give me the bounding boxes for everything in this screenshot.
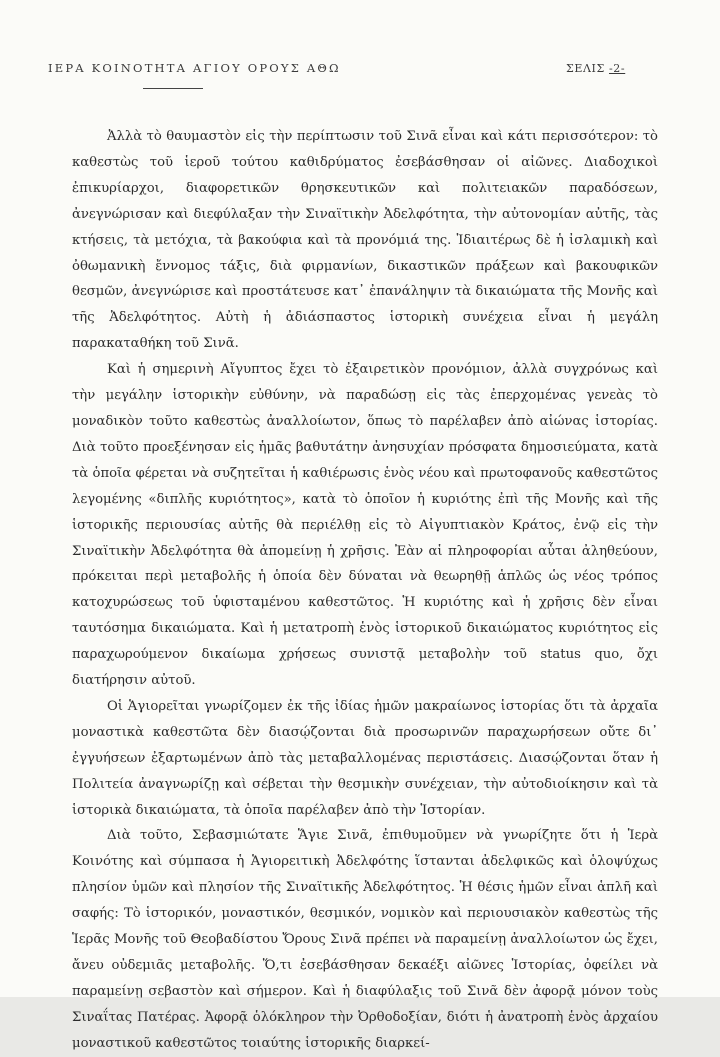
paragraph: Διὰ τοῦτο, Σεβασμιώτατε Ἅγιε Σινᾶ, ἐπιθυμοῦμεν νὰ γνωρίζητε ὅτι ἡ Ἱερὰ Κοινότης καὶ σύμπασα ἡ Ἁγιορειτικὴ Ἀδελφότης ἵστανται ἀδελφικῶς καὶ ὁλοψύχως πλησίον ὑμῶν καὶ πλησίον τῆς Σιναϊτικῆς Ἀδελφότητος. Ἡ θέσις ἡμῶν εἶναι ἁπλῆ καὶ σαφής: Τὸ ἱστορικόν, μοναστικόν, θεσμικόν, νομικὸν καὶ περιουσιακὸν καθεστὼς τῆς Ἱερᾶς Μονῆς τοῦ Θεοβαδίστου Ὄρους Σινᾶ πρέπει νὰ παραμείνῃ ἀναλλοίωτον ὡς ἔχει, ἄνευ οὐδεμιᾶς μεταβολῆς. Ὅ,τι ἐσεβάσθησαν δεκαέξι αἰῶνες Ἱστορίας, ὀφείλει νὰ παραμείνῃ σεβαστὸν καὶ σήμερον. Καὶ ἡ διαφύλαξις τοῦ Σινᾶ δὲν ἀφορᾷ μόνον τοὺς Σιναΐτας Πατέρας. Ἀφορᾷ ὁλόκληρον τὴν Ὀρθοδοξίαν, διότι ἡ ἀνατροπὴ ἑνὸς ἀρχαίου μοναστικοῦ καθεστῶτος τοιαύτης ἱστορικῆς διαρκεί- — [72, 828, 658, 1051]
page-label: ΣΕΛΙΣ — [566, 62, 605, 75]
letter-body — [72, 124, 658, 1057]
paragraph: Καὶ ἡ σημερινὴ Αἴγυπτος ἔχει τὸ ἐξαιρετικὸν προνόμιον, ἀλλὰ συγχρόνως καὶ τὴν μεγάλην ἱστορικὴν εὐθύνην, νὰ παραδώσῃ εἰς τὰς ἐπερχομένας γενεὰς τὸ μοναδικὸν τοῦτο καθεστὼς ἀναλλοίωτον, ὅπως τὸ παρέλαβεν ἀπὸ αἰώνας ἱστορίας. Διὰ τοῦτο προεξένησαν εἰς ἡμᾶς βαθυτάτην ἀνησυχίαν πρόσφατα δημοσιεύματα, κατὰ τὰ ὁποῖα φέρεται νὰ συζητεῖται ἡ καθιέρωσις ἑνὸς νέου καὶ πρωτοφανοῦς καθεστῶτος λεγομένης «διπλῆς κυριότητος», κατὰ τὸ ὁποῖον ἡ κυριότης ἐπὶ τῆς Μονῆς καὶ τῆς ἱστορικῆς περιουσίας αὐτῆς θὰ περιέλθῃ εἰς τὸ Αἰγυπτιακὸν Κράτος, ἐνῷ εἰς τὴν Σιναϊτικὴν Ἀδελφότητα θὰ ἀπομείνῃ ἡ χρῆσις. Ἐὰν αἱ πληροφορίαι αὗται ἀληθεύουν, πρόκειται περὶ μεταβολῆς ἡ ὁποία δὲν δύναται νὰ θεωρηθῇ ἁπλῶς ὡς νέος τρόπος κατοχυρώσεως τοῦ ὑφισταμένου καθεστῶτος. Ἡ κυριότης καὶ ἡ χρῆσις δὲν εἶναι ταυτόσημα δικαιώματα. Καὶ ἡ μετατροπὴ ἑνὸς ἱστορικοῦ δικαιώματος κυριότητος εἰς παραχωρούμενον δικαίωμα χρήσεως συνιστᾷ μεταβολὴν τοῦ status quo, ὄχι διατήρησιν αὐτοῦ. — [72, 362, 658, 689]
paragraph: Οἱ Ἁγιορεῖται γνωρίζομεν ἐκ τῆς ἰδίας ἡμῶν μακραίωνος ἱστορίας ὅτι τὰ ἀρχαῖα μοναστικὰ καθεστῶτα δὲν διασῴζονται διὰ προσωρινῶν παραχωρήσεων οὔτε δι᾽ ἐγγυήσεων ἐξαρτωμένων ἀπὸ τὰς μεταβαλλομένας περιστάσεις. Διασῴζονται ὅταν ἡ Πολιτεία ἀναγνωρίζῃ καὶ σέβεται τὴν θεσμικὴν συνέχειαν, τὴν αὐτοδιοίκησιν καὶ τὰ ἱστορικὰ δικαιώματα, τὰ ὁποῖα παρέλαβεν ἀπὸ τὴν Ἱστορίαν. — [72, 698, 658, 818]
page-number: -2- — [608, 62, 626, 75]
paragraph: Ἀλλὰ τὸ θαυμαστὸν εἰς τὴν περίπτωσιν τοῦ Σινᾶ εἶναι καὶ κάτι περισσότερον: τὸ καθεστὼς τοῦ ἱεροῦ τούτου καθιδρύματος ἐσεβάσθησαν οἱ αἰῶνες. Διαδοχικοὶ ἐπικυρίαρχοι, διαφορετικῶν θρησκευτικῶν καὶ πολιτειακῶν παραδόσεων, ἀνεγνώρισαν καὶ διεφύλαξαν τὴν Σιναϊτικὴν Ἀδελφότητα, τὴν αὐτονομίαν αὐτῆς, τὰς κτήσεις, τὰ μετόχια, τὰ βακούφια καὶ τὰ προνόμιά της. Ἰδιαιτέρως δὲ ἡ ἰσλαμικὴ καὶ ὀθωμανικὴ ἔννομος τάξις, διὰ φιρμανίων, δικαστικῶν πράξεων καὶ βακουφικῶν θεσμῶν, ἀνεγνώρισε καὶ προστάτευσε κατ᾽ ἐπανάληψιν τὰ δικαιώματα τῆς Μονῆς καὶ τῆς Ἀδελφότητος. Αὐτὴ ἡ ἀδιάσπαστος ἱστορικὴ συνέχεια εἶναι ἡ μεγάλη παρακαταθήκη τοῦ Σινᾶ. — [72, 129, 658, 352]
page-indicator — [566, 62, 625, 75]
community-title: ΙΕΡΑ ΚΟΙΝΟΤΗΤΑ ΑΓΙΟΥ ΟΡΟΥΣ ΑΘΩ — [48, 61, 341, 75]
header-rule — [143, 88, 203, 89]
